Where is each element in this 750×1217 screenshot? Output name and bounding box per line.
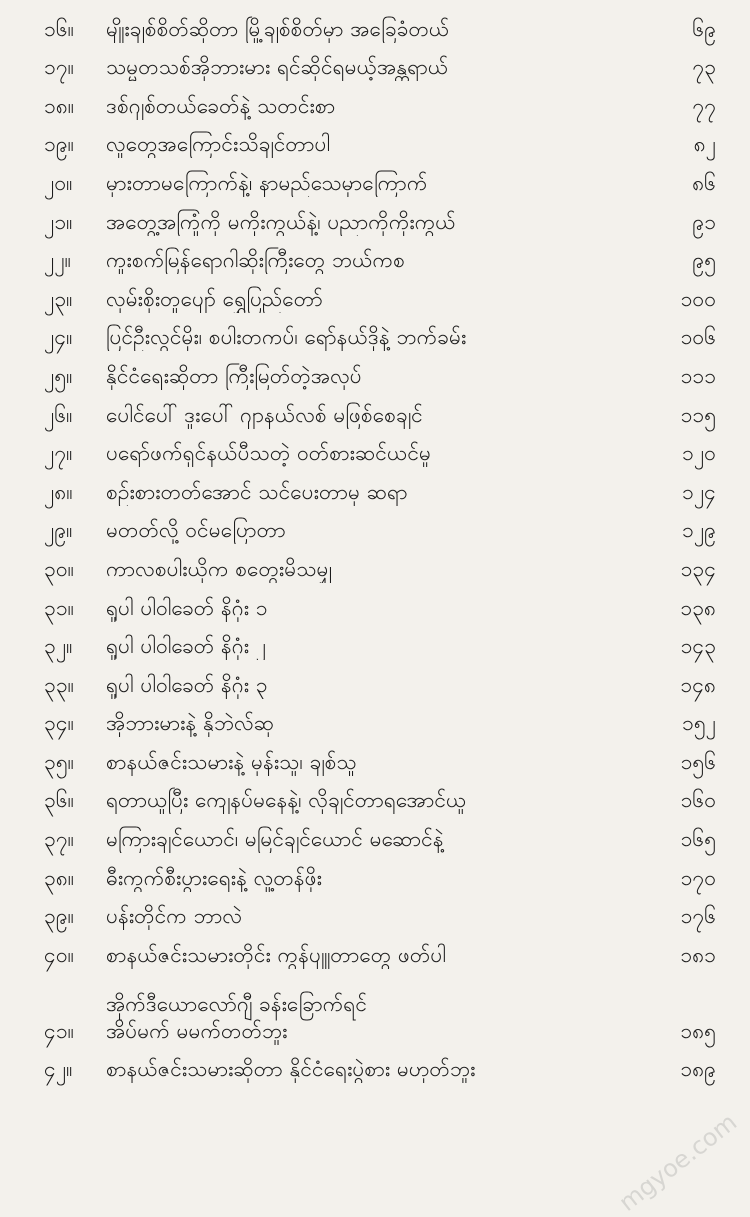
entry-number: ၂၉။: [44, 518, 73, 543]
entry-number: ၁၈။: [44, 93, 75, 118]
entry-title: မှားတာမကြောက်နဲ့၊ နာမည်သေမှာကြောက်: [106, 170, 428, 195]
toc-list: [44, 4, 716, 1083]
entry-title: မကြားချင်ယောင်၊ မမြင်ချင်ယောင် မဆောင်နဲ့: [106, 827, 444, 852]
entry-number: ၃၃။: [44, 672, 74, 697]
entry-title: မတတ်လို့ ဝင်မပြောတာ: [106, 518, 286, 543]
entry-number: ၃၂။: [44, 634, 73, 659]
toc-entry: [44, 699, 716, 738]
entry-number: ၂၈။: [44, 479, 73, 504]
entry-title: နိုင်ငံရေးဆိုတာ ကြီးမြတ်တဲ့အလုပ်: [106, 363, 362, 388]
toc-entry: [44, 660, 716, 699]
entry-number: ၂၀။: [44, 170, 73, 195]
toc-entry: [44, 351, 716, 390]
entry-title-line-1: အိုက်ဒီယောလော်ဂျီ ခန်းခြောက်ရင်: [106, 991, 367, 1016]
toc-entry: [44, 158, 716, 197]
entry-number: ၂၆။: [44, 402, 73, 427]
entry-title: ရူပါ ပါဝါခေတ် နိဂုံး ၃: [106, 672, 268, 697]
toc-entry: [44, 930, 716, 969]
toc-entry: [44, 853, 716, 892]
entry-page-number: ၁၆၅: [680, 827, 716, 852]
entry-title: လူတွေအကြောင်းသိချင်တာပါ: [106, 132, 331, 157]
entry-number: ၃၅။: [44, 749, 74, 774]
entry-number: ၃၁။: [44, 595, 74, 620]
entry-title: ပြင်ဦးလွင်မိုး၊ စပါးတကပ်၊ ရော်နယ်ဒိုနဲ့ ဘက်ခမ်း: [106, 325, 467, 350]
toc-entry: [44, 274, 716, 313]
entry-number: ၃၈။: [44, 865, 75, 890]
entry-page-number: ၈၆: [692, 170, 716, 195]
entry-number: ၁၉။: [44, 132, 74, 157]
watermark: mgyoe.com: [613, 1107, 742, 1217]
entry-number: ၂၅။: [44, 363, 73, 388]
toc-entry: [44, 776, 716, 815]
toc-entry: [44, 236, 716, 275]
toc-entry: [44, 120, 716, 159]
entry-title: ကာလစပါးယိုက စတွေးမိသမျှ: [106, 556, 333, 581]
toc-entry: [44, 43, 716, 82]
entry-page-number: ၁၈၁: [680, 942, 716, 967]
toc-entry: [44, 969, 716, 1045]
entry-number: ၁၆။: [44, 16, 74, 41]
entry-page-number: ၁၁၅: [680, 402, 716, 427]
toc-entry: [44, 583, 716, 622]
entry-title: မျိုးချစ်စိတ်ဆိုတာ မြို့ချစ်စိတ်မှာ အခြေခံတယ်: [106, 16, 450, 41]
entry-page-number: ၁၅၆: [680, 749, 716, 774]
entry-title: ဒစ်ဂျစ်တယ်ခေတ်နဲ့ သတင်းစာ: [106, 93, 336, 118]
entry-title: အိုဘားမားနဲ့ နိုဘဲလ်ဆု: [106, 711, 275, 736]
entry-page-number: ၇၃: [692, 55, 716, 80]
entry-title: အတွေ့အကြုံကို မကိုးကွယ်နဲ့၊ ပညာကိုကိုးကွယ်: [106, 209, 456, 234]
toc-entry: [44, 506, 716, 545]
entry-title: ရတာယူပြီး ကျေနပ်မနေနဲ့၊ လိုချင်တာရအောင်ယူ: [106, 788, 467, 813]
entry-page-number: ၁၇၀: [680, 865, 716, 890]
entry-page-number: ၁၈၅: [680, 1018, 716, 1043]
toc-entry: [44, 622, 716, 661]
entry-page-number: ၁၁၁: [680, 363, 716, 388]
toc-entry: [44, 892, 716, 931]
toc-entry: [44, 737, 716, 776]
entry-title: ပန်းတိုင်က ဘာလဲ: [106, 904, 243, 929]
toc-entry: [44, 814, 716, 853]
entry-page-number: ၁၄၈: [680, 672, 716, 697]
entry-number: ၂၁။: [44, 209, 73, 234]
toc-entry: [44, 1045, 716, 1084]
entry-page-number: ၉၁: [692, 209, 716, 234]
entry-number: ၂၄။: [44, 325, 73, 350]
entry-number: ၄၀။: [44, 942, 74, 967]
entry-page-number: ၈၂: [693, 132, 716, 157]
entry-title: စာနယ်ဇင်းသမားတိုင်း ကွန်ပျူတာတွေ ဖတ်ပါ: [106, 942, 446, 967]
entry-page-number: ၁၃၈: [680, 595, 716, 620]
toc-entry: [44, 313, 716, 352]
entry-page-number: ၁၂၀: [682, 441, 716, 466]
entry-number: ၂၇။: [44, 441, 73, 466]
entry-title: ကူးစက်မြန်ရောဂါဆိုးကြီးတွေ ဘယ်ကစ: [106, 248, 405, 273]
entry-page-number: ၁၅၂: [682, 711, 716, 736]
entry-title: လှမ်းစိုးတူပျော် ရွှေပြည်တော်: [106, 286, 323, 311]
toc-entry: [44, 544, 716, 583]
entry-page-number: ၁၀၀: [680, 286, 716, 311]
entry-number: ၄၁။: [44, 1018, 74, 1043]
entry-page-number: ၁၆၀: [680, 788, 716, 813]
entry-page-number: ၁၃၄: [680, 556, 716, 581]
toc-entry: [44, 4, 716, 43]
entry-number: ၃၄။: [44, 711, 74, 736]
entry-page-number: ၇၇: [692, 93, 716, 118]
toc-entry: [44, 390, 716, 429]
toc-entry: [44, 197, 716, 236]
entry-number: ၃၉။: [44, 904, 74, 929]
entry-title-line-2: အိပ်မက် မမက်တတ်ဘူး: [106, 1018, 288, 1043]
entry-number: ၂၂။: [44, 248, 71, 273]
entry-title: စာနယ်ဇင်းသမားနဲ့ မုန်းသူ၊ ချစ်သူ: [106, 749, 357, 774]
entry-title: [106, 991, 658, 1045]
entry-title: သမ္မတသစ်အိုဘားမား ရင်ဆိုင်ရမယ့်အန္တရာယ်: [106, 55, 449, 80]
entry-number: ၂၃။: [44, 286, 73, 311]
entry-page-number: ၁၂၉: [682, 518, 716, 543]
entry-page-number: ၉၅: [692, 248, 716, 273]
toc-entry: [44, 81, 716, 120]
entry-page-number: ၁၂၄: [682, 479, 716, 504]
entry-number: ၁၇။: [44, 55, 74, 80]
toc-entry: [44, 467, 716, 506]
entry-number: ၄၂။: [44, 1057, 73, 1082]
entry-title: ရူပါ ပါဝါခေတ် နိဂုံး ၁: [106, 595, 268, 620]
entry-title: ရူပါ ပါဝါခေတ် နိဂုံး ၂: [106, 634, 267, 659]
entry-title: ပရော်ဖက်ရှင်နယ်ပီသတဲ့ ဝတ်စားဆင်ယင်မှု: [106, 441, 431, 466]
entry-number: ၃၇။: [44, 827, 74, 852]
entry-title: စာနယ်ဇင်းသမားဆိုတာ နိုင်ငံရေးပွဲစား မဟုတ်ဘူး: [106, 1057, 476, 1082]
entry-page-number: ၆၉: [692, 16, 716, 41]
toc-entry: [44, 429, 716, 468]
entry-title: ဓီးကွက်စီးပွားရေးနဲ့ လူ့တန်ဖိုး: [106, 865, 322, 890]
entry-page-number: ၁၇၆: [680, 904, 716, 929]
entry-title: ပေါင်ပေါ် ဒူးပေါ် ဂျာနယ်လစ် မဖြစ်စေချင်: [106, 402, 423, 427]
entry-number: ၃၀။: [44, 556, 74, 581]
entry-page-number: ၁၈၉: [680, 1057, 716, 1082]
entry-title: စဉ်းစားတတ်အောင် သင်ပေးတာမှ ဆရာ: [106, 479, 408, 504]
entry-number: ၃၆။: [44, 788, 74, 813]
entry-page-number: ၁၄၃: [680, 634, 716, 659]
entry-page-number: ၁၀၆: [680, 325, 716, 350]
